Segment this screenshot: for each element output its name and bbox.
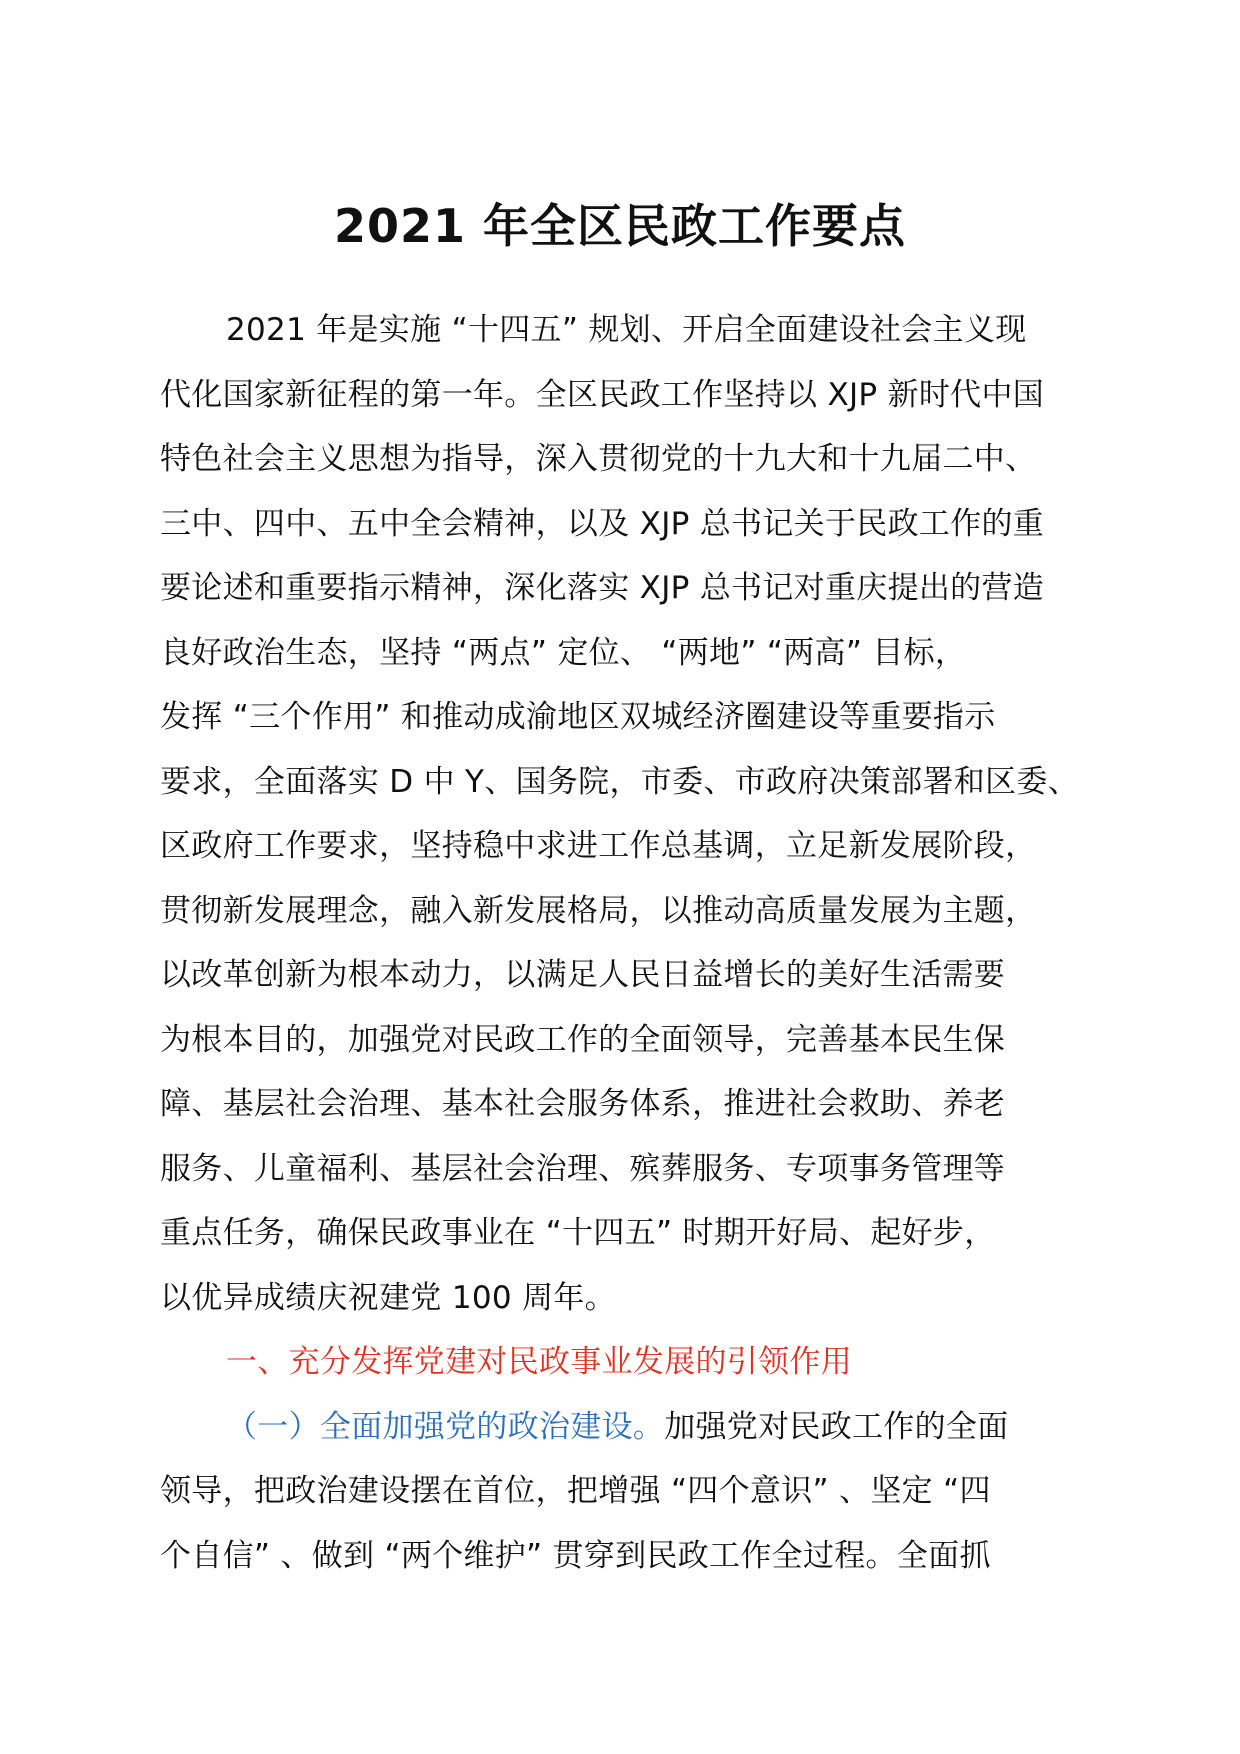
subsection-1-first-text: 加强党对民政工作的全面	[664, 1408, 1009, 1445]
subsection-1-line-3: 个自信” 、做到 “两个维护” 贯穿到民政工作全过程。全面抓	[160, 1537, 991, 1574]
subsection-1-first-line	[160, 1395, 1120, 1460]
intro-line-11: 以改革创新为根本动力，以满足人民日益增长的美好生活需要	[160, 957, 1006, 993]
intro-line-1: 2021 年是实施 “十四五” 规划、开启全面建设社会主义现	[226, 312, 1027, 348]
intro-line-8: 要求，全面落实 D 中 Y、国务院，市委、市政府决策部署和区委、	[160, 763, 1079, 800]
intro-line-4: 三中、四中、五中全会精神，以及 XJP 总书记关于民政工作的重	[160, 505, 1045, 542]
document-body	[160, 298, 1120, 1588]
intro-line-6: 良好政治生态，坚持 “两点” 定位、 “两地” “两高” 目标，	[160, 634, 967, 671]
intro-line-3: 特色社会主义思想为指导，深入贯彻党的十九大和十九届二中、	[160, 441, 1037, 477]
intro-line-9: 区政府工作要求，坚持稳中求进工作总基调，立足新发展阶段，	[160, 828, 1037, 864]
intro-line-14: 服务、儿童福利、基层社会治理、殡葬服务、专项事务管理等	[160, 1150, 1006, 1187]
intro-line-5: 要论述和重要指示精神，深化落实 XJP 总书记对重庆提出的营造	[160, 570, 1045, 606]
intro-line-16: 以优异成绩庆祝建党 100 周年。	[160, 1279, 616, 1316]
intro-line-2: 代化国家新征程的第一年。全区民政工作坚持以 XJP 新时代中国	[160, 376, 1045, 413]
intro-line-13: 障、基层社会治理、基本社会服务体系，推进社会救助、养老	[160, 1086, 1006, 1122]
subsection-1-line-2: 领导，把政治建设摆在首位，把增强 “四个意识” 、坚定 “四	[160, 1473, 991, 1509]
intro-line-12: 为根本目的，加强党对民政工作的全面领导，完善基本民生保	[160, 1021, 1006, 1058]
intro-line-10: 贯彻新发展理念，融入新发展格局，以推动高质量发展为主题，	[160, 892, 1037, 929]
intro-line-15: 重点任务，确保民政事业在 “十四五” 时期开好局、起好步，	[160, 1215, 996, 1251]
subsection-1-heading: （一）全面加强党的政治建设。	[226, 1408, 665, 1445]
document-title: 2021 年全区民政工作要点	[333, 199, 907, 253]
section-1-heading: 一、充分发挥党建对民政事业发展的引领作用	[226, 1344, 852, 1380]
intro-line-7: 发挥 “三个作用” 和推动成渝地区双城经济圈建设等重要指示	[160, 699, 996, 735]
